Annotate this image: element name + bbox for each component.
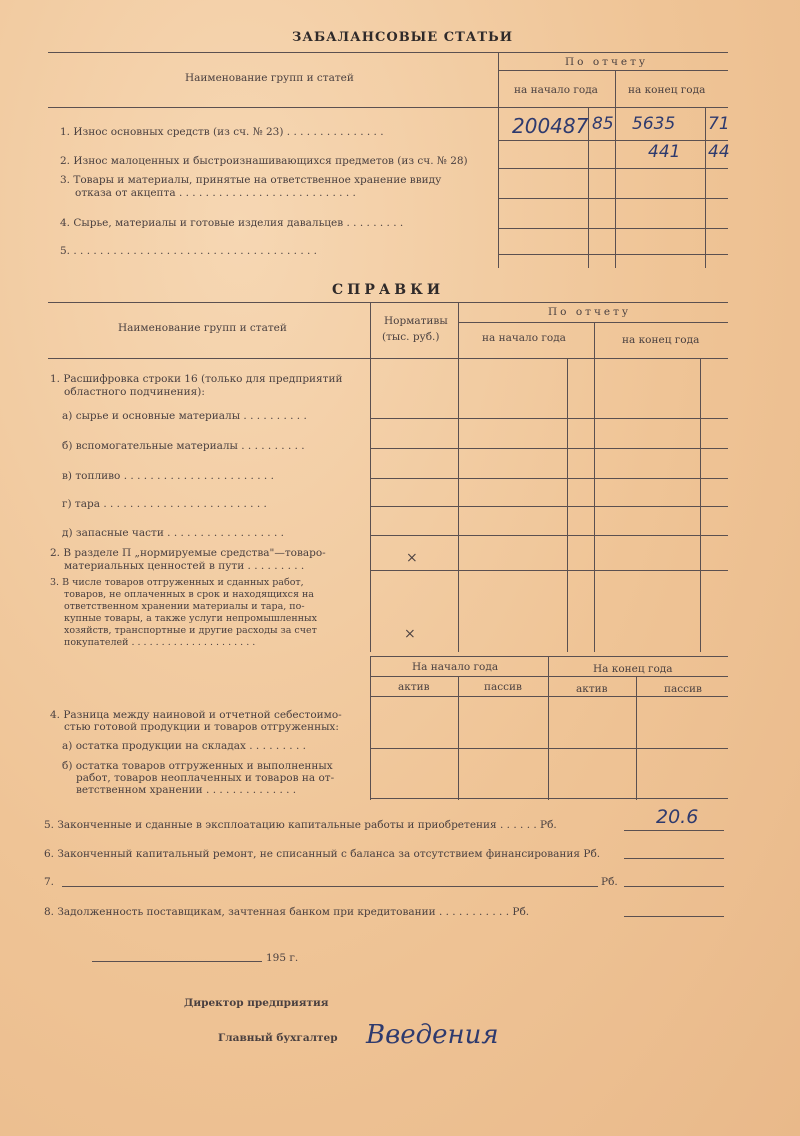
s2-row2-label: 2. В разделе П „нормируемые средства"—товаро- [50,547,326,559]
s2-row-a: а) сырье и основные материалы . . . . . . . . . . [62,410,307,422]
s2-row3-mark: × [404,626,416,642]
section1-col-start: на начало года [514,84,598,96]
s2-row-d: г) тара . . . . . . . . . . . . . . . . . . . . . . . . . [62,498,267,510]
s3-row4c: б) остатка товаров отгруженных и выполненных [62,760,333,772]
section2-col-report: По отчету [548,306,632,318]
s1-row1-label: 1. Износ основных средств (из сч. № 23) . . . . . . . . . . . . . . . [60,126,384,138]
s3-row4b: стью готовой продукции и товаров отгруженных: [64,721,339,733]
section2-col-start: на начало года [482,332,566,344]
s2-row-c: в) топливо . . . . . . . . . . . . . . . . . . . . . . . [62,470,274,482]
footer-item5-value: 20.6 [656,806,699,828]
s1-row2-end-dec: 44 [708,142,730,162]
s1-row2-end-main: 441 [648,142,681,162]
s2-row1-label: 1. Расшифровка строки 16 (только для предприятий [50,373,343,385]
s2-row3-label2: товаров, не оплаченных в срок и находящихся на [64,589,314,600]
footer-item8: 8. Задолженность поставщикам, зачтенная банком при кредитовании . . . . . . . . . . . Рб. [44,906,530,918]
footer-accountant: Главный бухгалтер [218,1032,338,1044]
s2-row2-label2: материальных ценностей в пути . . . . . . . . . [64,560,305,572]
s1-row1-start-main: 200487 [512,114,589,138]
section1-col-name: Наименование групп и статей [185,72,354,84]
s2-row3-label: 3. В числе товаров отгруженных и сданных работ, [50,577,304,588]
s2-row3-label6: покупателей . . . . . . . . . . . . . . . . . . . . . [64,637,256,648]
s1-row4-label: 4. Сырье, материалы и готовые изделия давальцев . . . . . . . . . [60,217,404,229]
s2-row-e: д) запасные части . . . . . . . . . . . . . . . . . . [62,527,284,539]
s3-col-start: На начало года [412,661,499,673]
section2-col-norm2: (тыс. руб.) [382,331,440,343]
s2-row1-label2: областного подчинения): [64,386,205,398]
s3-row4: 4. Разница между наиновой и отчетной себестоимо- [50,709,342,721]
section1-col-report: По отчету [565,56,649,68]
s1-row3-label2: отказа от акцепта . . . . . . . . . . . . . . . . . . . . . . . . . . . [75,187,356,199]
footer-item7: 7. [44,876,55,888]
footer-item5: 5. Законченные и сданные в эксплоатацию капитальные работы и приобретения . . . . . . Рб. [44,819,557,831]
s3-row4d: работ, товаров неоплаченных и товаров на от- [76,772,335,784]
section2-col-norm: Нормативы [384,315,448,327]
s3-passiv-1: пассив [484,681,522,693]
s1-row2-label: 2. Износ малоценных и быстроизнашивающихся предметов (из сч. № 28) [60,155,468,167]
s3-row4a: а) остатка продукции на складах . . . . . . . . . [62,740,306,752]
section1-col-end: на конец года [628,84,706,96]
s3-passiv-2: пассив [664,683,702,695]
section2-col-end: на конец года [622,334,700,346]
s3-col-end: На конец года [593,663,673,675]
accountant-signature: Введения [366,1020,499,1050]
s1-row5-label: 5. . . . . . . . . . . . . . . . . . . . . . . . . . . . . . . . . . . . . . [60,245,318,257]
s3-row4e: ветственном хранении . . . . . . . . . . . . . . [76,784,297,796]
s1-row1-start-dec: 85 [592,114,614,134]
footer-date-suffix: 195 г. [266,952,299,964]
s2-row3-label5: хозяйств, транспортные и другие расходы за счет [64,625,317,636]
s2-row3-label3: ответственном хранении материалы и тара, по- [64,601,305,612]
section1-title: ЗАБАЛАНСОВЫЕ СТАТЬИ [292,30,514,45]
s2-row2-mark: × [406,550,418,566]
s2-row3-label4: купные товары, а также услуги непромышленных [64,613,317,624]
footer-director: Директор предприятия [184,997,329,1009]
s1-row1-end-main: 5635 [632,114,676,134]
footer-item6: 6. Законченный капитальный ремонт, не списанный с баланса за отсутствием финансирования Рб. [44,848,601,860]
s1-row1-end-dec: 71 [708,114,730,134]
s3-aktiv-1: актив [398,681,430,693]
s3-aktiv-2: актив [576,683,608,695]
s2-row-b: б) вспомогательные материалы . . . . . . . . . . [62,440,305,452]
footer-item7-rb: Рб. [601,876,618,888]
s1-row3-label: 3. Товары и материалы, принятые на ответственное хранение ввиду [60,174,442,186]
section2-title: СПРАВКИ [332,282,445,298]
section2-col-name: Наименование групп и статей [118,322,287,334]
